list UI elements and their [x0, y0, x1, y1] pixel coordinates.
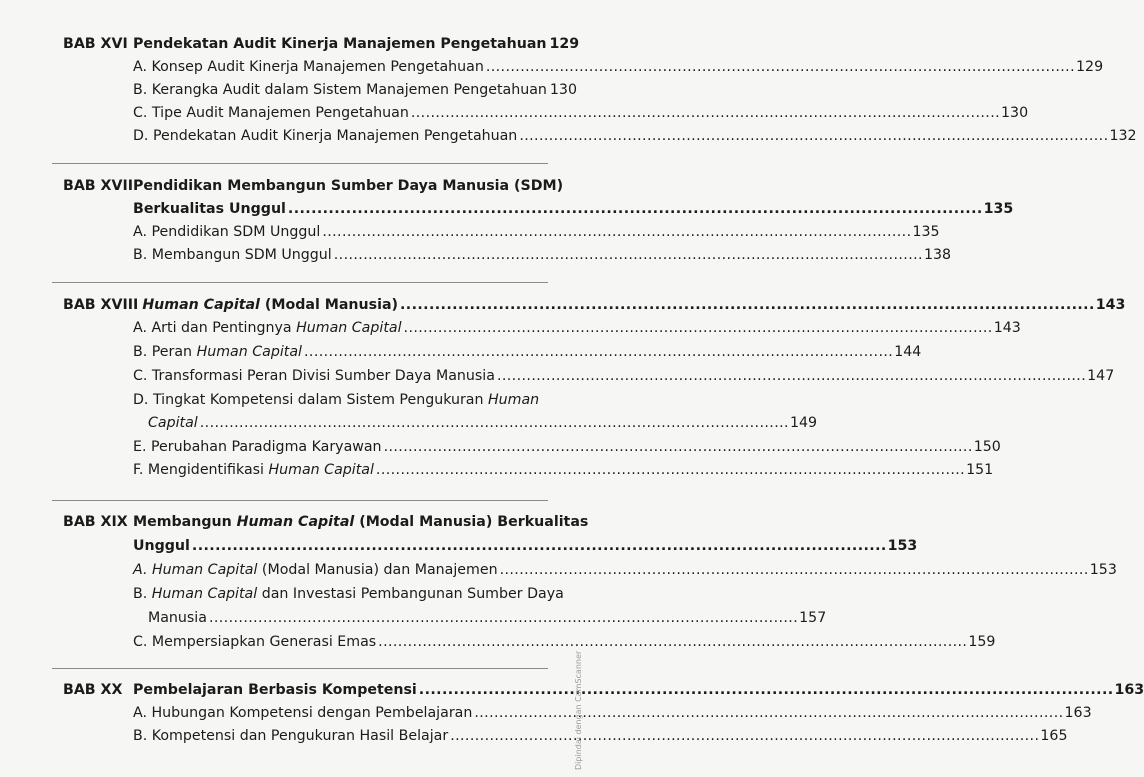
page-number: 143	[1095, 297, 1126, 313]
chapter-title: Pendekatan Audit Kinerja Manajemen Pengetahuan	[133, 36, 547, 52]
toc-entry-line1: B. Human Capital dan Investasi Pembangunan Sumber Daya	[133, 586, 564, 602]
toc-entry: A. Hubungan Kompetensi dengan Pembelajaran ........................................................................................................................ 163	[133, 705, 1092, 721]
toc-entry: D. Pendekatan Audit Kinerja Manajemen Pengetahuan ........................................................................................................................ 132	[133, 128, 1137, 144]
toc-entry-line2: Manusia ........................................................................................................................ 157	[148, 610, 827, 626]
toc-entry: A. Konsep Audit Kinerja Manajemen Pengetahuan ........................................................................................................................ 129	[133, 59, 1104, 75]
section-divider	[52, 668, 548, 669]
toc-entry: C. Transformasi Peran Divisi Sumber Daya Manusia ........................................................................................................................ 147	[133, 368, 1115, 384]
toc-entry: F. Mengidentifikasi Human Capital ........................................................................................................................ 151	[133, 462, 994, 478]
toc-entry: B. Kerangka Audit dalam Sistem Manajemen Pengetahuan 130	[133, 82, 577, 98]
page-number: 153	[887, 538, 918, 554]
page-number: 129	[549, 36, 580, 52]
scanner-watermark: Dipindai dengan CamScanner	[574, 650, 583, 770]
toc-entry: B. Membangun SDM Unggul ........................................................................................................................ 138	[133, 247, 952, 263]
toc-entry: A. Arti dan Pentingnya Human Capital ........................................................................................................................ 143	[133, 320, 1021, 336]
chapter-title: Pendidikan Membangun Sumber Daya Manusia (SDM)	[133, 178, 564, 194]
toc-entry: B. Kompetensi dan Pengukuran Hasil Belajar ........................................................................................................................ 165	[133, 728, 1068, 744]
toc-entry: B. Peran Human Capital ........................................................................................................................ 144	[133, 344, 922, 360]
chapter-label: BAB XX	[63, 682, 123, 698]
toc-entry: C. Mempersiapkan Generasi Emas ........................................................................................................................ 159	[133, 634, 996, 650]
chapter-label: BAB XVII	[63, 178, 134, 194]
chapter-label: BAB XVIII	[63, 297, 139, 313]
chapter-19-heading-cont: Unggul ........................................................................................................................ 153	[133, 538, 918, 554]
toc-entry: E. Perubahan Paradigma Karyawan ........................................................................................................................ 150	[133, 439, 1001, 455]
chapter-label: BAB XIX	[63, 514, 128, 530]
chapter-20-heading: BAB XX Pembelajaran Berbasis Kompetensi ........................................................................................................................ 163	[63, 682, 1144, 698]
toc-entry-line1: D. Tingkat Kompetensi dalam Sistem Pengukuran Human	[133, 392, 540, 408]
section-divider	[52, 282, 548, 283]
section-divider	[52, 500, 548, 501]
section-divider	[52, 163, 548, 164]
chapter-16-heading	[63, 34, 580, 54]
page-number: 135	[983, 201, 1014, 217]
toc-entry: C. Tipe Audit Manajemen Pengetahuan ........................................................................................................................ 130	[133, 105, 1029, 121]
chapter-19-heading: BAB XIX Membangun Human Capital (Modal Manusia) Berkualitas	[63, 514, 589, 530]
chapter-17-heading-cont: Berkualitas Unggul ........................................................................................................................ 135	[133, 201, 1014, 217]
toc-entry: A. Human Capital (Modal Manusia) dan Manajemen ........................................................................................................................ 153	[133, 562, 1117, 578]
toc-entry: A. Pendidikan SDM Unggul ........................................................................................................................ 135	[133, 224, 940, 240]
chapter-17-heading	[63, 176, 564, 196]
chapter-label: BAB XVI	[63, 36, 128, 52]
chapter-18-heading: BAB XVIII Human Capital (Modal Manusia) ........................................................................................................................ 143	[63, 297, 1126, 313]
toc-entry-line2: Capital ........................................................................................................................ 149	[148, 415, 818, 431]
page-number: 163	[1114, 682, 1144, 698]
